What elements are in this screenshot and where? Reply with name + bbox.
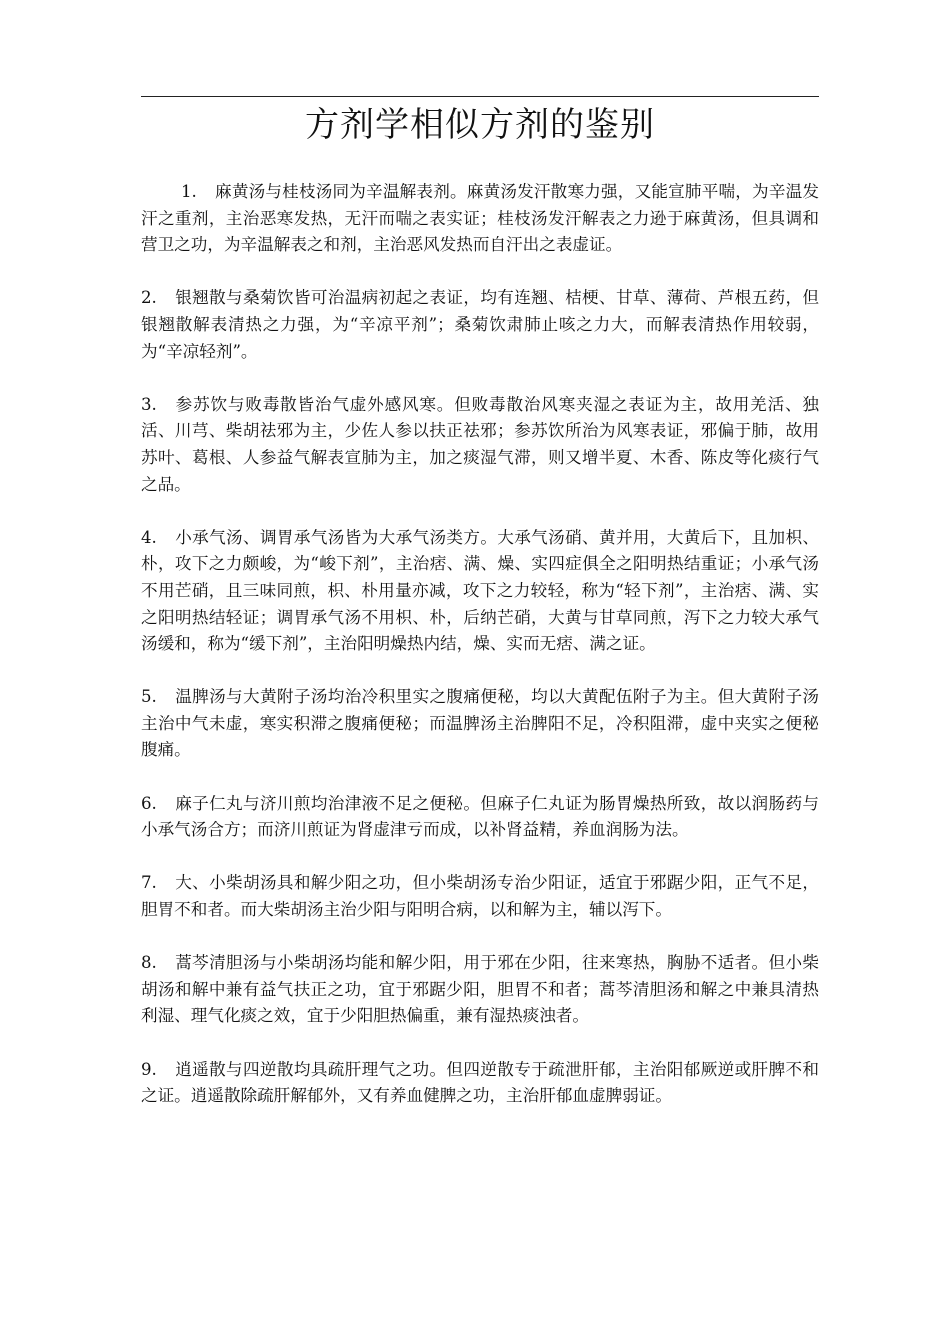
paragraph-9 bbox=[141, 1057, 819, 1110]
paragraph-number: 3. bbox=[141, 394, 157, 414]
paragraph-number: 4. bbox=[141, 527, 157, 547]
paragraph-number: 6. bbox=[141, 793, 157, 813]
paragraph-7 bbox=[141, 870, 819, 923]
paragraph-number: 1. bbox=[181, 182, 197, 201]
paragraph-number: 2. bbox=[141, 288, 157, 308]
paragraph-text: 大、小柴胡汤具和解少阳之功，但小柴胡汤专治少阳证，适宜于邪踞少阳，正气不足，胆胃不和者。而大柴胡汤主治少阳与阳明合病，以和解为主，辅以泻下。 bbox=[141, 873, 819, 920]
paragraph-number: 9. bbox=[141, 1059, 157, 1079]
paragraph-number: 7. bbox=[141, 873, 157, 893]
paragraph-text: 逍遥散与四逆散均具疏肝理气之功。但四逆散专于疏泄肝郁，主治阳郁厥逆或肝脾不和之证。逍遥散除疏肝解郁外，又有养血健脾之功，主治肝郁血虚脾弱证。 bbox=[141, 1059, 819, 1106]
paragraph-text: 麻黄汤与桂枝汤同为辛温解表剂。麻黄汤发汗散寒力强，又能宣肺平喘，为辛温发汗之重剂，主治恶寒发热，无汗而喘之表实证；桂枝汤发汗解表之力逊于麻黄汤，但具调和营卫之功，为辛温解表之和剂，主治恶风发热而自汗出之表虚证。 bbox=[141, 182, 819, 255]
paragraph-number: 8. bbox=[141, 953, 157, 973]
document-title: 方剂学相似方剂的鉴别 bbox=[305, 105, 655, 145]
paragraph-text: 麻子仁丸与济川煎均治津液不足之便秘。但麻子仁丸证为肠胃燥热所致，故以润肠药与小承气汤合方；而济川煎证为肾虚津亏而成，以补肾益精，养血润肠为法。 bbox=[141, 793, 819, 840]
paragraph-number: 5. bbox=[141, 687, 157, 707]
paragraph-text: 小承气汤、调胃承气汤皆为大承气汤类方。大承气汤硝、黄并用，大黄后下，且加枳、朴，攻下之力颇峻，为“峻下剂”，主治痞、满、燥、实四症俱全之阳明热结重证；小承气汤不用芒硝，且三味同煎，枳、朴用量亦减，攻下之力较轻，称为“轻下剂”，主治痞、满、实之阳明热结轻证；调胃承气汤不用枳、朴，后纳芒硝，大黄与甘草同煎，泻下之力较大承气汤缓和，称为“缓下剂”，主治阳明燥热内结，燥、实而无痞、满之证。 bbox=[141, 527, 819, 654]
paragraph-8 bbox=[141, 950, 819, 1030]
paragraph-5 bbox=[141, 684, 819, 764]
paragraph-4 bbox=[141, 525, 819, 658]
header-rule bbox=[141, 96, 819, 97]
paragraph-2 bbox=[141, 285, 819, 365]
paragraph-6 bbox=[141, 791, 819, 844]
paragraph-3 bbox=[141, 392, 819, 498]
paragraph-1 bbox=[141, 179, 819, 259]
document-body bbox=[141, 179, 819, 1110]
paragraph-text: 蒿芩清胆汤与小柴胡汤均能和解少阳，用于邪在少阳，往来寒热，胸胁不适者。但小柴胡汤和解中兼有益气扶正之功，宜于邪踞少阳，胆胃不和者；蒿芩清胆汤和解之中兼具清热利湿、理气化痰之效，宜于少阳胆热偏重，兼有湿热痰浊者。 bbox=[141, 953, 819, 1026]
paragraph-text: 银翘散与桑菊饮皆可治温病初起之表证，均有连翘、桔梗、甘草、薄荷、芦根五药，但银翘散解表清热之力强，为“辛凉平剂”；桑菊饮肃肺止咳之力大，而解表清热作用较弱，为“辛凉轻剂”。 bbox=[141, 288, 819, 361]
document-page bbox=[141, 96, 819, 1136]
paragraph-text: 参苏饮与败毒散皆治气虚外感风寒。但败毒散治风寒夹湿之表证为主，故用羌活、独活、川芎、柴胡祛邪为主，少佐人参以扶正祛邪；参苏饮所治为风寒表证，邪偏于肺，故用苏叶、葛根、人参益气解表宣肺为主，加之痰湿气滞，则又增半夏、木香、陈皮等化痰行气之品。 bbox=[141, 394, 819, 494]
paragraph-text: 温脾汤与大黄附子汤均治冷积里实之腹痛便秘，均以大黄配伍附子为主。但大黄附子汤主治中气未虚，寒实积滞之腹痛便秘；而温脾汤主治脾阳不足，冷积阻滞，虚中夹实之便秘腹痛。 bbox=[141, 687, 819, 760]
